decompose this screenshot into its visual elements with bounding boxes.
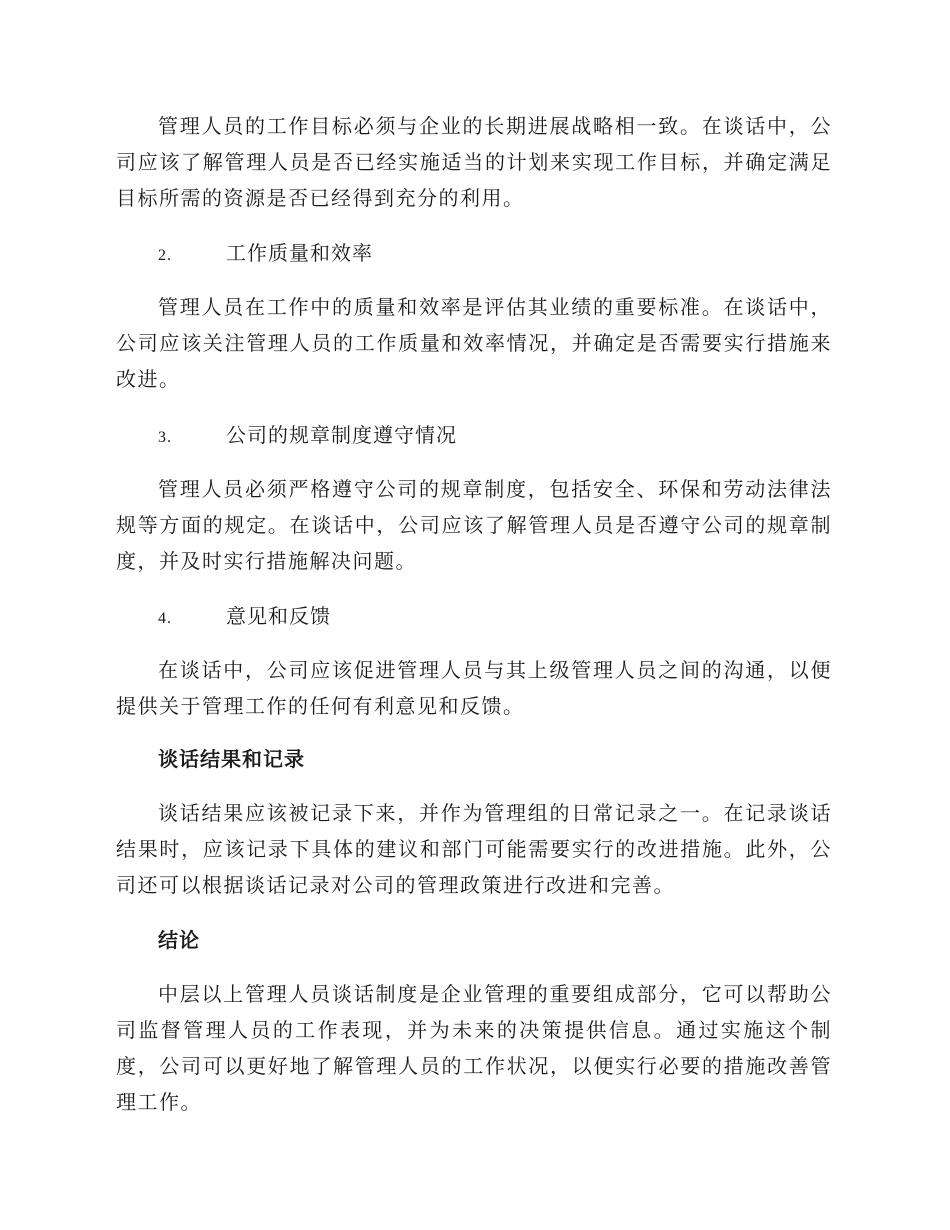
paragraph-rules: 管理人员必须严格遵守公司的规章制度，包括安全、环保和劳动法律法规等方面的规定。在谈话中，公司应该了解管理人员是否遵守公司的规章制度，并及时实行措施解决问题。 [116,477,832,573]
list-number: 4. [158,610,172,627]
paragraph-results-records: 谈话结果应该被记录下来，并作为管理组的日常记录之一。在记录谈话结果时，应该记录下具体的建议和部门可能需要实行的改进措施。此外，公司还可以根据谈话记录对公司的管理政策进行改进和完善。 [116,801,832,897]
list-item-title: 意见和反馈 [226,604,331,628]
list-number: 2. [158,247,172,264]
list-item-feedback [158,598,331,637]
paragraph-quality-efficiency: 管理人员在工作中的质量和效率是评估其业绩的重要标准。在谈话中，公司应该关注管理人员的工作质量和效率情况，并确定是否需要实行措施来改进。 [116,295,832,391]
list-item-work-quality [158,235,373,274]
section-heading-conclusion: 结论 [158,928,200,952]
paragraph-feedback: 在谈话中，公司应该促进管理人员与其上级管理人员之间的沟通，以便提供关于管理工作的任何有利意见和反馈。 [116,658,832,718]
paragraph-conclusion: 中层以上管理人员谈话制度是企业管理的重要组成部分，它可以帮助公司监督管理人员的工作表现，并为未来的决策提供信息。通过实施这个制度，公司可以更好地了解管理人员的工作状况，以便实行必要的措施改善管理工作。 [116,982,832,1114]
list-item-title: 工作质量和效率 [226,241,373,265]
list-number: 3. [158,429,172,446]
list-item-rules-compliance [158,417,457,456]
section-heading-results: 谈话结果和记录 [158,747,305,771]
list-item-title: 公司的规章制度遵守情况 [226,423,457,447]
paragraph-work-goals: 管理人员的工作目标必须与企业的长期进展战略相一致。在谈话中，公司应该了解管理人员是否已经实施适当的计划来实现工作目标，并确定满足目标所需的资源是否已经得到充分的利用。 [116,114,832,210]
